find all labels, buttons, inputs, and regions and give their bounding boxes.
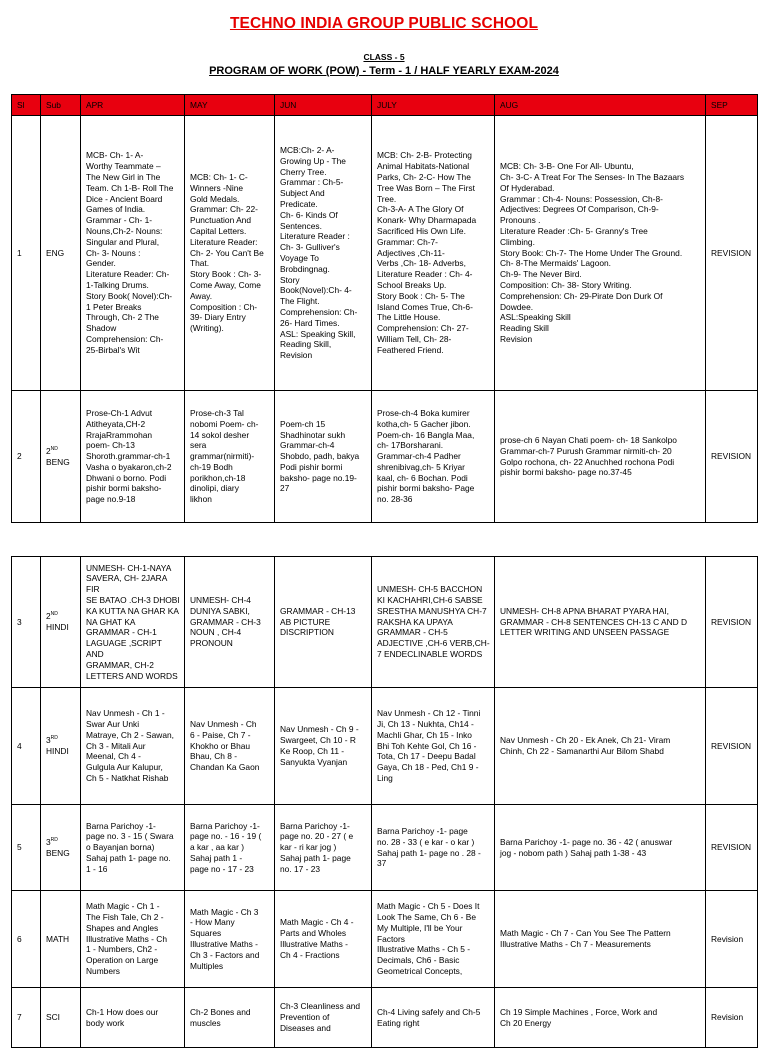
cell-sub xyxy=(41,688,81,805)
cell-aug xyxy=(495,688,706,805)
cell-apr xyxy=(81,805,185,891)
cell-july xyxy=(372,988,495,1048)
cell-sl xyxy=(12,116,41,391)
col-header-july: JULY xyxy=(372,95,495,116)
cell-text: MCB:Ch- 2- A- Growing Up - The Cherry Tree. Grammar : Ch-5- Subject And Predicate. Ch- 6- Kinds Of Sentences. Literature Reader : Ch- 3- Gulliver's Voyage To Brobdingnag. Story Book(Novel):Ch- 4- The Flight. Comprehension: Ch- 26- Hard Times. ASL: Speaking Skill, Reading Skill, Revision xyxy=(280,145,358,361)
table-row xyxy=(12,688,758,805)
col-header-aug: AUG xyxy=(495,95,706,116)
cell-sub xyxy=(41,805,81,891)
cell-jun xyxy=(275,988,372,1048)
subject-ordinal-suffix: ND xyxy=(50,445,58,452)
cell-aug xyxy=(495,557,706,688)
cell-may xyxy=(185,891,275,988)
table-header-row xyxy=(12,95,758,116)
cell-may xyxy=(185,391,275,523)
subject-name: HINDI xyxy=(46,622,69,632)
cell-text: MCB- Ch- 1- A- Worthy Teammate – The New Girl in The Team. Ch 1-B- Roll The Dice - Ancient Board Games of India. Grammar - Ch- 1- Nouns,Ch-2- Nouns: Singular and Plural, Ch- 3- Nouns : Gender. Literature Reader: Ch- 1-Talking Drums. Story Book( Novel):Ch- 1 Peter Breaks Through, Ch- 2 The Shadow Comprehension: Ch- 25-Birbal's Wit xyxy=(86,150,174,355)
cell-sep xyxy=(706,891,758,988)
cell-text: REVISION xyxy=(711,616,752,627)
cell-may xyxy=(185,557,275,688)
cell-text: 7 xyxy=(17,1012,22,1023)
cell-aug xyxy=(495,891,706,988)
cell-text: Math Magic - Ch 5 - Does It Look The Same, Ch 6 - Be My Multiple, I'll be Your Factors Illustrative Maths - Ch 5 - Decimals, Ch6 - Basic Geometrical Concepts, xyxy=(377,901,480,976)
cell-sl xyxy=(12,391,41,523)
subject-ordinal: 2 xyxy=(46,445,51,456)
cell-jun xyxy=(275,116,372,391)
cell-text: 3 xyxy=(17,616,22,627)
cell-apr xyxy=(81,891,185,988)
cell-apr xyxy=(81,557,185,688)
cell-jun xyxy=(275,688,372,805)
cell-sep xyxy=(706,116,758,391)
col-header-may: MAY xyxy=(185,95,275,116)
cell-sub xyxy=(41,988,81,1048)
col-header-sl: Sl xyxy=(12,95,41,116)
subject-ordinal-suffix: ND xyxy=(50,611,58,618)
cell-text: UNMESH- CH-8 APNA BHARAT PYARA HAI, GRAMMAR - CH-8 SENTENCES CH-13 C AND D LETTER WRITING AND UNSEEN PASSAGE xyxy=(500,605,688,638)
cell-text: UNMESH- CH-1-NAYA SAVERA, CH- 2JARA FIR SE BATAO .CH-3 DHOBI KA KUTTA NA GHAR KA NA GHAT KA GRAMMAR - CH-1 LAGUAGE ,SCRIPT AND GRAMMAR, CH-2 LETTERS AND WORDS xyxy=(86,562,180,681)
cell-text: Ch 19 Simple Machines , Force, Work and Ch 20 Energy xyxy=(500,1006,658,1028)
cell-text: Ch-1 How does our body work xyxy=(86,1006,159,1028)
cell-text: Revision xyxy=(711,1012,744,1023)
cell-sep xyxy=(706,988,758,1048)
cell-text: Barna Parichoy -1- page no. 36 - 42 ( anuswar jog - nobom path ) Sahaj path 1-38 - 43 xyxy=(500,836,673,858)
subject-ordinal-suffix: RD xyxy=(50,836,58,843)
cell-sl xyxy=(12,988,41,1048)
cell-text: REVISION xyxy=(711,842,752,853)
cell-may xyxy=(185,805,275,891)
cell-text: Math Magic - Ch 3 - How Many Squares Illustrative Maths - Ch 3 - Factors and Multiples xyxy=(190,906,260,971)
subject-name: MATH xyxy=(46,933,70,944)
cell-sub xyxy=(41,391,81,523)
table-row xyxy=(12,988,758,1048)
cell-text: Barna Parichoy -1- page no. - 16 - 19 ( a kar , aa kar ) Sahaj path 1 - page no - 17 - 23 xyxy=(190,820,262,874)
cell-sep xyxy=(706,805,758,891)
cell-sep xyxy=(706,391,758,523)
cell-july xyxy=(372,805,495,891)
cell-text: MCB: Ch- 3-B- One For All- Ubuntu, Ch- 3-C- A Treat For The Senses- In The Bazaars Of Hyderabad. Grammar : Ch-4- Nouns: Possession, Ch-8- Adjectives: Degrees Of Comparison, Ch-9- Pronouns . Literature Reader :Ch- 5- Granny's Tree Climbing. Story Book: Ch-7- The Home Under The Ground. Ch- 8-The Mermaids' Lagoon. Ch-9- The Never Bird. Composition: Ch- 38- Story Writing. Comprehension: Ch- 29-Pirate Don Durk Of Dowdee. ASL:Speaking Skill Reading Skill Revision xyxy=(500,161,685,344)
cell-text: UNMESH- CH-4 DUNIYA SABKI, GRAMMAR - CH-3 NOUN , CH-4 PRONOUN xyxy=(190,595,261,649)
cell-text: Ch-3 Cleanliness and Prevention of Diseases and xyxy=(280,1001,361,1033)
cell-text: Math Magic - Ch 1 - The Fish Tale, Ch 2 - Shapes and Angles Illustrative Maths - Ch 1 - Numbers, Ch2 - Operation on Large Numbers xyxy=(86,901,167,976)
cell-aug xyxy=(495,988,706,1048)
cell-text: Prose-ch-4 Boka kumirer kotha,ch- 5 Gacher jibon. Poem-ch- 16 Bangla Maa, ch- 17Borsharani. Grammar-ch-4 Padher shrenibivag,ch- 5 Kriyar kaal, ch- 6 Bochan. Podi pishir bormi baksho- Page no. 28-36 xyxy=(377,407,475,505)
cell-text: Barna Parichoy -1- page no. 28 - 33 ( e kar - o kar ) Sahaj path 1- page no . 28 - 37 xyxy=(377,825,481,869)
cell-july xyxy=(372,391,495,523)
col-header-sep: SEP xyxy=(706,95,758,116)
subject-name: BENG xyxy=(46,456,70,467)
subject-ordinal: 3 xyxy=(46,836,51,847)
cell-sep xyxy=(706,688,758,805)
cell-text: Ch-2 Bones and muscles xyxy=(190,1006,251,1028)
cell-text: UNMESH- CH-5 BACCHON KI KACHAHRI,CH-6 SABSE SRESTHA MANUSHYA CH-7 RAKSHA KA UPAYA GRAMMAR - CH-5 ADJECTIVE ,CH-6 VERB,CH- 7 ENDECLINABLE WORDS xyxy=(377,584,490,659)
cell-text: Poem-ch 15 Shadhinotar sukh Grammar-ch-4 Shobdo, padh, bakya Podi pishir bormi baksho- page no.19- 27 xyxy=(280,418,360,494)
cell-apr xyxy=(81,988,185,1048)
subject-name: HINDI xyxy=(46,746,69,756)
cell-text: MCB: Ch- 1- C- Winners -Nine Gold Medals. Grammar: Ch- 22- Punctuation And Capital Letters. Literature Reader: Ch- 2- You Can't Be That. Story Book : Ch- 3- Come Away, Come Away. Composition : Ch- 39- Diary Entry (Writing). xyxy=(190,172,264,334)
cell-text: REVISION xyxy=(711,247,752,258)
pow-table-part-1 xyxy=(11,94,758,523)
cell-apr xyxy=(81,391,185,523)
subject-ordinal: 3 xyxy=(46,735,51,746)
cell-text: Prose-Ch-1 Advut Atitheyata,CH-2 RrajaRrammohan poem- Ch-13 Shoroth.grammar-ch-1 Vasha o byakaron,ch-2 Dhwani o borno. Podi pishir bormi baksho- page no.9-18 xyxy=(86,407,172,505)
cell-text: Barna Parichoy -1- page no. 3 - 15 ( Swara o Bayanjan borna) Sahaj path 1- page no. 1 - 16 xyxy=(86,820,174,874)
cell-apr xyxy=(81,116,185,391)
pow-table-part-2 xyxy=(11,556,758,1048)
cell-text: Nav Unmesh - Ch 12 - Tinni Ji, Ch 13 - Nukhta, Ch14 - Machli Ghar, Ch 15 - Inko Bhi Toh Kehte Gol, Ch 16 - Tota, Ch 17 - Deepu Badal Gaya, Ch 18 - Ped, Ch1 9 - Ling xyxy=(377,708,481,783)
school-title: TECHNO INDIA GROUP PUBLIC SCHOOL xyxy=(229,15,539,32)
cell-text: 1 xyxy=(17,247,22,258)
subject-ordinal: 2 xyxy=(46,611,51,622)
cell-aug xyxy=(495,116,706,391)
cell-text: Math Magic - Ch 7 - Can You See The Pattern Illustrative Maths - Ch 7 - Measurements xyxy=(500,928,671,949)
cell-text: 4 xyxy=(17,740,22,751)
cell-sl xyxy=(12,688,41,805)
cell-may xyxy=(185,116,275,391)
col-header-apr: APR xyxy=(81,95,185,116)
cell-sub xyxy=(41,891,81,988)
cell-text: 5 xyxy=(17,842,22,853)
cell-jun xyxy=(275,391,372,523)
cell-sub xyxy=(41,557,81,688)
col-header-jun: JUN xyxy=(275,95,372,116)
cell-text: Math Magic - Ch 4 - Parts and Wholes Illustrative Maths - Ch 4 - Fractions xyxy=(280,917,354,960)
cell-text: MCB: Ch- 2-B- Protecting Animal Habitats-National Parks, Ch- 2-C- How The Tree Was Born – The First Tree. Ch-3-A- A The Glory Of Konark- Why Dharmapada Sacrificed His Own Life. Grammar: Ch-7- Adjectives ,Ch-11- Verbs ,Ch- 18- Adverbs, Literature Reader : Ch- 4- School Breaks Up. Story Book : Ch- 5- The Island Comes True, Ch-6- The Little House. Comprehension: Ch- 27- William Tell, Ch- 28- Feathered Friend. xyxy=(377,150,477,355)
cell-text: Nav Unmesh - Ch 6 - Paise, Ch 7 - Khokho or Bhau Bhau, Ch 8 - Chandan Ka Gaon xyxy=(190,719,260,773)
cell-sub xyxy=(41,116,81,391)
cell-july xyxy=(372,891,495,988)
cell-may xyxy=(185,988,275,1048)
subject-name: SCI xyxy=(46,1012,60,1023)
cell-text: Ch-4 Living safely and Ch-5 Eating right xyxy=(377,1006,481,1028)
cell-may xyxy=(185,688,275,805)
cell-sl xyxy=(12,557,41,688)
cell-text: Revision xyxy=(711,933,744,944)
subject-name: ENG xyxy=(46,247,65,258)
cell-apr xyxy=(81,688,185,805)
cell-aug xyxy=(495,805,706,891)
cell-jun xyxy=(275,891,372,988)
cell-july xyxy=(372,116,495,391)
cell-text: Nav Unmesh - Ch 20 - Ek Anek, Ch 21- Viram Chinh, Ch 22 - Samanarthi Aur Bilom Shabd xyxy=(500,735,671,756)
cell-text: prose-ch 6 Nayan Chati poem- ch- 18 Sankolpo Grammar-ch-7 Purush Grammar nirmiti-ch- 20 Golpo rochona, ch- 22 Anuchhed rochona Podi pishir bormi baksho- page no.37-45 xyxy=(500,434,677,478)
cell-text: 2 xyxy=(17,451,22,462)
class-label: CLASS - 5 xyxy=(363,52,405,62)
cell-text: Nav Unmesh - Ch 9 - Swargeet, Ch 10 - R Ke Roop, Ch 11 - Sanyukta Vyanjan xyxy=(280,724,359,767)
table-row xyxy=(12,116,758,391)
subject-name: BENG xyxy=(46,847,70,858)
cell-text: 6 xyxy=(17,933,22,944)
program-title: PROGRAM OF WORK (POW) - Term - 1 / HALF YEARLY EXAM-2024 xyxy=(209,65,559,77)
cell-text: REVISION xyxy=(711,451,752,462)
table-row xyxy=(12,391,758,523)
cell-text: Barna Parichoy -1- page no. 20 - 27 ( e kar - ri kar jog ) Sahaj path 1- page no. 17 - 23 xyxy=(280,820,354,874)
col-header-sub: Sub xyxy=(41,95,81,116)
cell-july xyxy=(372,557,495,688)
cell-jun xyxy=(275,805,372,891)
table-row xyxy=(12,805,758,891)
cell-sl xyxy=(12,891,41,988)
cell-sl xyxy=(12,805,41,891)
cell-text: Prose-ch-3 Tal nobomi Poem- ch- 14 sokol desher sera grammar(nirmiti)- ch-19 Bodh porikhon,ch-18 dinolipi, diary likhon xyxy=(190,407,259,505)
table-row xyxy=(12,557,758,688)
cell-text: Nav Unmesh - Ch 1 - Swar Aur Unki Matraye, Ch 2 - Sawan, Ch 3 - Mitali Aur Meenal, Ch 4 - Gulgula Aur Kalupur, Ch 5 - Natkhat Rishab xyxy=(86,708,174,783)
cell-sep xyxy=(706,557,758,688)
table-row xyxy=(12,891,758,988)
cell-july xyxy=(372,688,495,805)
cell-jun xyxy=(275,557,372,688)
cell-text: REVISION xyxy=(711,740,752,751)
cell-aug xyxy=(495,391,706,523)
cell-text: GRAMMAR - CH-13 AB PICTURE DISCRIPTION xyxy=(280,605,356,638)
subject-ordinal-suffix: RD xyxy=(50,735,58,742)
